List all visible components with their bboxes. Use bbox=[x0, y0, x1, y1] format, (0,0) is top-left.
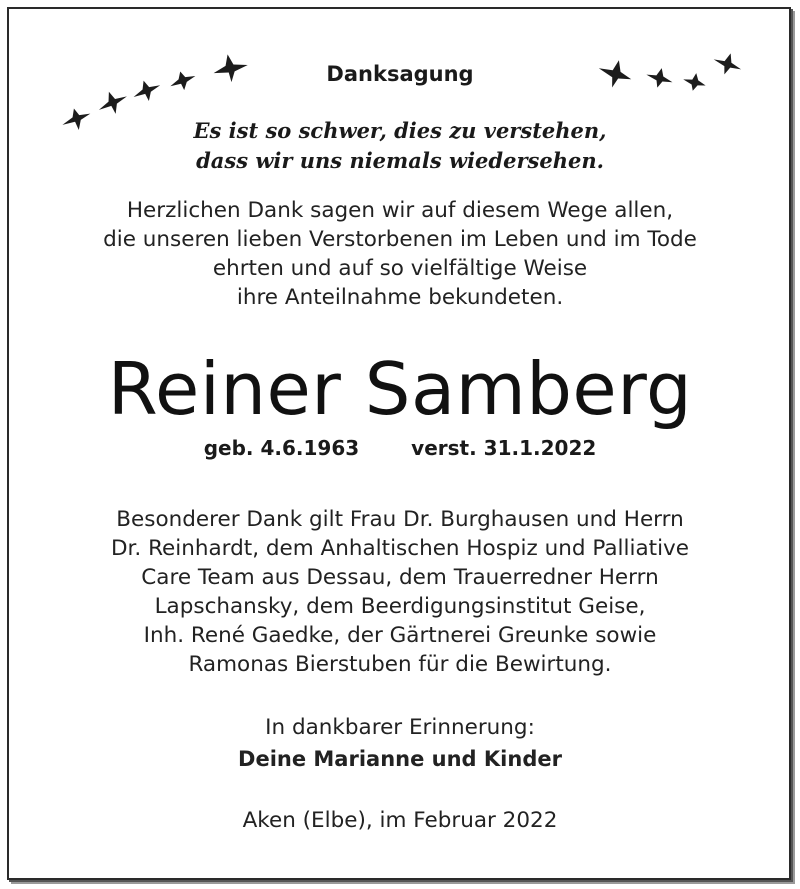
death-date: verst. 31.1.2022 bbox=[411, 436, 597, 460]
life-dates bbox=[0, 434, 800, 462]
thanks-line-6: Ramonas Bierstuben für die Bewirtung. bbox=[188, 652, 612, 677]
thanks-line-2: Dr. Reinhardt, dem Anhaltischen Hospiz und Palliative bbox=[110, 536, 690, 561]
intro-line-1: Herzlichen Dank sagen wir auf diesem Wege allen, bbox=[126, 198, 674, 223]
thanks-line-1: Besonderer Dank gilt Frau Dr. Burghausen und Herrn bbox=[116, 507, 684, 532]
place-and-date: Aken (Elbe), im Februar 2022 bbox=[242, 808, 558, 833]
intro-line-3: ehrten und auf so vielfältige Weise bbox=[212, 256, 588, 281]
thanks-line-4: Lapschansky, dem Beerdigungsinstitut Geise, bbox=[154, 594, 646, 619]
signature: Deine Marianne und Kinder bbox=[238, 747, 562, 771]
deceased-name: Reiner Samberg bbox=[107, 347, 693, 431]
quote-line-1: Es ist so schwer, dies zu verstehen, bbox=[193, 118, 607, 143]
birth-date: geb. 4.6.1963 bbox=[203, 436, 360, 460]
quote-line-2: dass wir uns niemals wiedersehen. bbox=[196, 148, 604, 173]
closing-line: In dankbarer Erinnerung: bbox=[265, 715, 535, 740]
thanks-line-3: Care Team aus Dessau, dem Trauerredner Herrn bbox=[141, 565, 659, 590]
intro-line-4: ihre Anteilnahme bekundeten. bbox=[236, 285, 564, 310]
intro-line-2: die unseren lieben Verstorbenen im Leben und im Tode bbox=[103, 227, 697, 252]
notice-heading: Danksagung bbox=[326, 62, 474, 86]
thanks-line-5: Inh. René Gaedke, der Gärtnerei Greunke sowie bbox=[143, 623, 657, 648]
